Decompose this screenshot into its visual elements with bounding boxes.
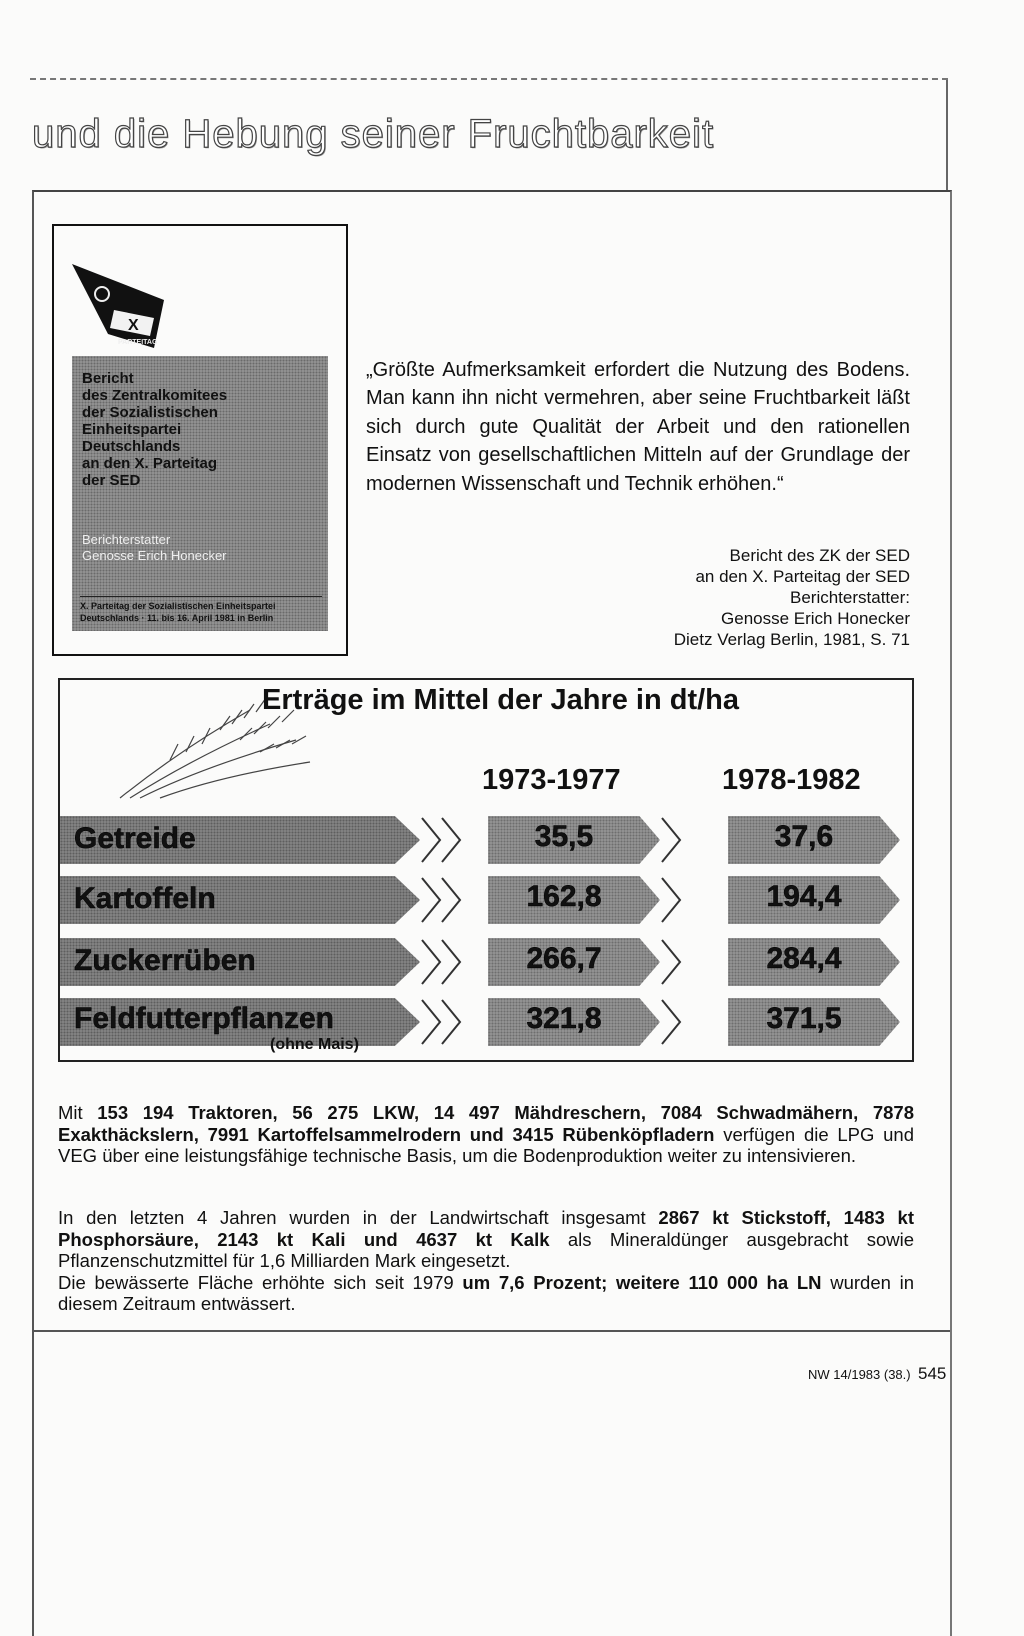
report-cover [52,224,348,656]
yield-value: 321,8 [526,1002,602,1035]
yield-value: 266,7 [526,942,602,975]
issue-reference: NW 14/1983 (38.) [808,1367,911,1382]
crop-label: Feldfutterpflanzen [74,1002,334,1035]
cover-title-box [72,356,328,631]
chevron-right-icon [658,876,718,924]
top-rule [30,78,948,80]
right-rule [946,80,948,192]
chevron-right-icon [658,998,718,1046]
machinery-paragraph [58,1102,914,1167]
yield-value: 371,5 [766,1002,842,1035]
text-run: verfügen die LPG und VEG über eine leistungsfähige technische Basis, um die Bodenproduktion weiter zu intensivieren. [58,1123,914,1166]
quote-source: Bericht des ZK der SED an den X. Parteitag der SED Berichterstatter: Genosse Erich Honecker Dietz Verlag Berlin, 1981, S. 71 [673,546,910,649]
text-run: wurden in diesem Zeitraum entwässert. [58,1271,914,1314]
fertilizer-figures: 2867 kt Stickstoff, 1483 kt Phosphorsäure, 2143 kt Kali und 4637 kt Kalk [58,1207,914,1250]
logo-banner: PARTEITAG [118,339,158,346]
yield-value: 37,6 [774,820,834,853]
cover-event-line: X. Parteitag der Sozialistischen Einheitspartei Deutschlands · 11. bis 16. April 1981 in Berlin [80,596,322,624]
honecker-quote: „Größte Aufmerksamkeit erfordert die Nutzung des Bodens. Man kann ihn nicht vermehren, aber seine Fruchtbarkeit läßt sich durch gute Qualität der Arbeit und den rationellen Einsatz von gesellschaftlichen Mitteln auf der Grundlage der modernen Wissenschaft und Technik erhöhen.“ [366,359,910,495]
crop-label: Kartoffeln [74,882,216,915]
cover-title: Bericht des Zentralkomitees der Sozialistischen Einheitspartei Deutschlands an den X. Parteitag der SED [82,370,228,489]
period-header-1: 1973-1977 [482,764,621,796]
chevron-right-icon [658,938,718,986]
frame-bottom-rule [32,1330,950,1332]
page-number: 545 [918,1364,947,1383]
chevron-right-icon [418,938,478,986]
text-run: In den letzten 4 Jahren wurden in der Landwirtschaft insgesamt [58,1207,659,1228]
chevron-right-icon [418,876,478,924]
yield-value: 284,4 [766,942,842,975]
cover-reporter: Berichterstatter Genosse Erich Honecker [82,532,227,563]
yield-value: 162,8 [526,880,602,913]
text-run: Die bewässerte Fläche erhöhte sich seit 1979 [58,1271,463,1293]
text-run: Mit [58,1102,98,1123]
crop-label: Zuckerrüben [74,944,256,977]
crop-label: Getreide [74,822,196,855]
yields-title: Erträge im Mittel der Jahre in dt/ha [262,684,739,716]
text-run: als Mineraldünger ausgebracht sowie Pflanzenschutzmittel für 1,6 Milliarden Mark eingesetzt. [58,1228,915,1271]
party-flag-logo [68,260,168,350]
irrigation-figures: um 7,6 Prozent; weitere 110 000 ha LN [462,1271,822,1293]
fertilizer-paragraph [58,1207,914,1315]
chevron-right-icon [418,816,478,864]
crop-sublabel: (ohne Mais) [270,1036,359,1053]
yield-value: 194,4 [766,880,842,913]
period-header-2: 1978-1982 [722,764,861,796]
page-headline: und die Hebung seiner Fruchtbarkeit [32,112,715,156]
chevron-right-icon [418,998,478,1046]
yield-value: 35,5 [534,820,594,853]
logo-numeral: X [128,317,139,334]
chevron-right-icon [658,816,718,864]
machinery-figures: 153 194 Traktoren, 56 275 LKW, 14 497 Mähdreschern, 7084 Schwadmähern, 7878 Exakthäckslern, 7991 Kartoffelsammelrodern und 3415 Rübenköpfladern [58,1102,914,1145]
